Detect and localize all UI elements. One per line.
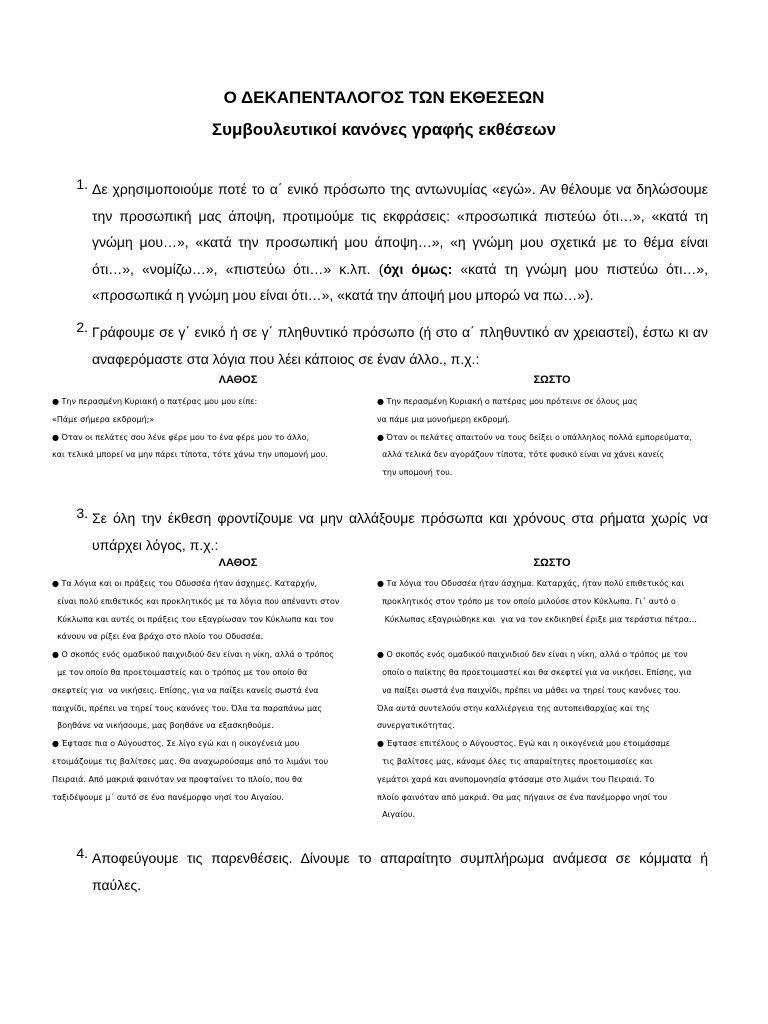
document-title: Ο ΔΕΚΑΠΕΝΤΑΛΟΓΟΣ ΤΩΝ ΕΚΘΕΣΕΩΝ: [223, 88, 545, 107]
example-line: τις βαλίτσες μας, κάναμε όλες τις απαραίτητες προετοιμασίες και: [377, 756, 653, 766]
rule-text-part: Δε χρησιμοποιούμε ποτέ το α΄ ενικό πρόσωπο της αντωνυμίας «εγώ». Αν θέλουμε να δηλώσουμε την προσωπική μας άποψη, προτιμούμε τις εκφράσεις: «προσωπικά πιστεύω ότι…», «κατά τη γνώμη μου…», «κατά την προσωπική μου άποψη…», «η γνώμη μου σχετικά με το θέμα είναι ότι…», «νομίζω…», «πιστεύω ότι…» κ.λπ. (: [92, 181, 708, 277]
right-example: [377, 393, 692, 482]
example-line: σκεφτείς για να νικήσεις. Επίσης, για να παίξει κανείς σωστά ένα: [52, 685, 319, 695]
document-subtitle: Συμβουλευτικοί κανόνες γραφής εκθέσεων: [211, 120, 557, 139]
example-line: προκλητικός στον τρόπο με τον οποίο μιλούσε στον Κύκλωπα. Γι΄ αυτό ο: [377, 596, 676, 606]
example-line: ● Έφτασε πια ο Αύγουστος. Σε λίγο εγώ και η οικογένειά μου: [52, 739, 300, 749]
rule-item-1: [68, 176, 708, 309]
example-line: οποίο ο παίκτης θα προετοιμαστεί και θα σκεφτεί για να νικήσει. Επίσης, για: [377, 667, 692, 677]
wrong-heading: ΛΑΘΟΣ: [218, 374, 258, 386]
rule-item-4: [68, 845, 708, 898]
example-line: αλλά τελικά δεν αγοράζουν τίποτα, τότε φυσικό είναι να χάνει κανείς: [377, 450, 665, 460]
example-line: Πειραιά. Από μακριά φαινόταν να προφταίνει το πλοίο, που θα: [52, 774, 303, 784]
example-line: ● Ο σκοπός ενός ομαδικού παιχνιδιού δεν είναι η νίκη, αλλά ο τρόπος με τον: [377, 650, 688, 660]
rule-text: [92, 176, 708, 309]
wrong-example: [52, 393, 328, 464]
right-heading: ΣΩΣΤΟ: [533, 374, 571, 386]
example-line: Κύκλωπας εξαγριώθηκε και για να τον εκδικηθεί έριξε μια τεράστια πέτρα…: [377, 614, 698, 624]
rule-text-bold: όχι όμως:: [383, 260, 453, 277]
example-line: [377, 628, 697, 646]
rule-text: Γράφουμε σε γ΄ ενικό ή σε γ΄ πληθυντικό πρόσωπο (ή στο α΄ πληθυντικό αν χρειαστεί), έστω κι αν αναφερόμαστε στα λόγια που λέει κάποιος σε έναν άλλο., π.χ.:: [92, 324, 708, 367]
rule-number: 1.: [76, 176, 88, 192]
example-line: ετοιμάζουμε τις βαλίτσες μας. Θα αναχωρούσαμε από το λιμάνι του: [52, 756, 329, 766]
example-line: να παίξει σωστά ένα παιχνίδι, πρέπει να μάθει να τηρεί τους κανόνες του.: [377, 685, 681, 695]
example-line: ● Τα λόγια του Οδυσσέα ήταν άσχημα. Καταρχάς, ήταν πολύ επιθετικός και: [377, 579, 685, 588]
example-line: και τελικά μπορεί να μην πάρει τίποτα, τότε χάνω την υπομονή μου.: [52, 450, 328, 460]
example-line: «Πάμε σήμερα εκδρομή;»: [52, 414, 155, 424]
example-line: παιχνίδι, πρέπει να τηρεί τους κανόνες του. Όλα τα παραπάνω μας: [52, 703, 323, 713]
example-line: ● Την περασμένη Κυριακή ο πατέρας μου μου είπε:: [52, 397, 258, 406]
rule-item-2: [68, 319, 708, 372]
wrong-heading: ΛΑΘΟΣ: [218, 557, 258, 569]
wrong-example: [52, 575, 339, 806]
example-line: Όλα αυτά συντελούν στην καλλιέργεια της αυτοπειθαρχίας και της: [377, 703, 650, 713]
rule-item-3: [68, 505, 708, 558]
example-line: ● Όταν οι πελάτες σου λένε φέρε μου το ένα φέρε μου το άλλο,: [52, 432, 310, 442]
example-line: Κύκλωπα και αυτές οι πράξεις του εξαγρίωσαν τον Κύκλωπα και τον: [52, 614, 334, 624]
right-example: [377, 575, 697, 824]
rule-text: Σε όλη την έκθεση φροντίζουμε να μην αλλάξουμε πρόσωπα και χρόνους στα ρήματα χωρίς να υπάρχει λόγος, π.χ.:: [92, 510, 708, 553]
example-line: Αιγαίου.: [377, 810, 416, 820]
rule-text-part: «κατά τη γνώμη μου πιστεύω ότι…», «προσωπικά η γνώμη μου είναι ότι…», «κατά την άποψή μου μπορώ να πω…»).: [92, 260, 708, 303]
example-line: ● Ο σκοπός ενός ομαδικού παιχνιδιού δεν είναι η νίκη, αλλά ο τρόπος: [52, 650, 334, 660]
rule-number: 3.: [76, 505, 88, 521]
example-line: ● Έφτασε επιτέλους ο Αύγουστος. Εγώ και η οικογένειά μου ετοιμάσαμε: [377, 739, 671, 749]
example-line: με τον οποίο θα προετοιμαστείς και ο τρόπος με τον οποίο θα: [52, 667, 308, 677]
example-line: πλοίο φαινόταν από μακριά. Θα μας πήγαινε σε ένα πανέμορφο νησί του: [377, 792, 668, 802]
example-line: είναι πολύ επιθετικός και προκλητικός με τα λόγια που απέναντι στον: [52, 596, 340, 606]
rule-number: 4.: [76, 845, 88, 861]
example-line: συνεργατικότητας.: [377, 721, 455, 731]
example-line: ● Την περασμένη Κυριακή ο πατέρας μου πρότεινε σε όλους μας: [377, 397, 638, 406]
example-line: κάνουν να ρίξει ένα βράχο στο πλοίο του Οδυσσέα.: [52, 632, 264, 642]
right-heading: ΣΩΣΤΟ: [533, 557, 571, 569]
rule-number: 2.: [76, 319, 88, 335]
example-line: ● Όταν οι πελάτες απαιτούν να τους δείξει ο υπάλληλος πολλά εμπορεύματα,: [377, 432, 692, 442]
example-line: γεμάτοι χαρά και ανυπομονησία φτάσαμε στο λιμάνι του Πειραιά. Το: [377, 774, 655, 784]
example-line: βοηθάνε να νικήσουμε, μας βοηθάνε να εξασκηθούμε.: [52, 721, 274, 731]
example-line: ταξιδέψουμε μ΄ αυτό σε ένα πανέμορφο νησί του Αιγαίου.: [52, 792, 284, 802]
example-line: την υπομονή του.: [377, 468, 453, 478]
rule-text: Αποφεύγουμε τις παρενθέσεις. Δίνουμε το απαραίτητο συμπλήρωμα ανάμεσα σε κόμματα ή παύλες.: [92, 850, 708, 893]
example-line: ● Τα λόγια και οι πράξεις του Οδυσσέα ήταν άσχημες. Καταρχήν,: [52, 579, 318, 588]
example-line: να πάμε μια μονοήμερη εκδρομή.: [377, 414, 511, 424]
